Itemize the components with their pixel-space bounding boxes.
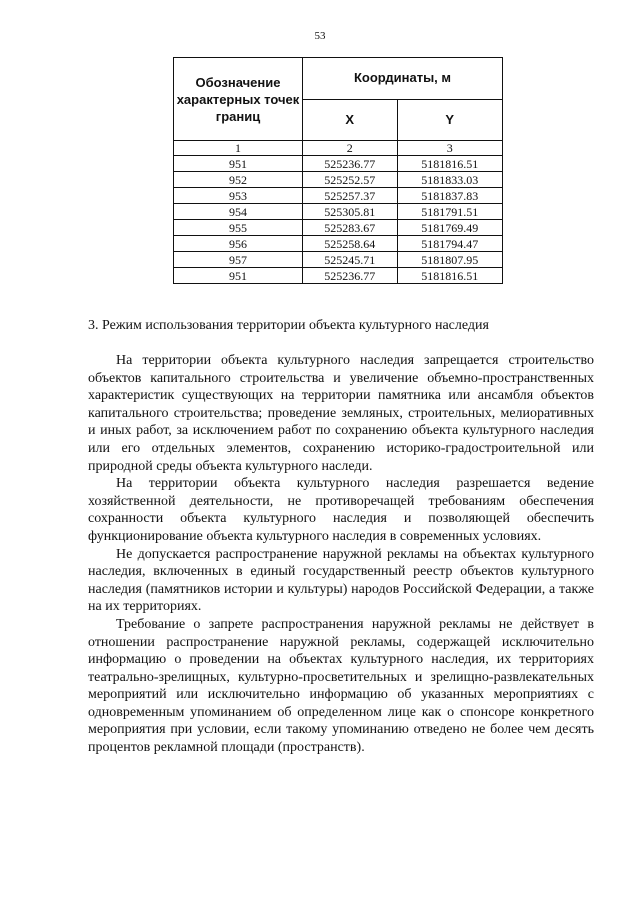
table-row [174, 156, 503, 172]
coord-x: 525236.77 [303, 268, 398, 284]
point-id: 951 [174, 156, 303, 172]
point-id: 952 [174, 172, 303, 188]
coord-y: 5181837.83 [397, 188, 502, 204]
coord-x: 525245.71 [303, 252, 398, 268]
point-id: 951 [174, 268, 303, 284]
paragraph: Требование о запрете распространения наружной рекламы не действует в отношении распространение наружной рекламы, содержащей исключительно информацию о проведении на объектах культурного наследия, их территориях театрально-зрелищных, культурно-просветительных и зрелищно-развлекательных мероприятий или исключительно информацию об указанных мероприятиях с одновременным упоминанием об определенном лице как о спонсоре конкретного мероприятия при условии, если такому упоминанию отведено не более чем десять процентов рекламной площади (пространств). [88, 616, 594, 756]
page-number: 53 [314, 30, 326, 42]
header-coordinates: Координаты, м [303, 58, 503, 100]
point-id: 953 [174, 188, 303, 204]
coord-y: 5181791.51 [397, 204, 502, 220]
coord-y: 5181794.47 [397, 236, 502, 252]
coord-x: 525305.81 [303, 204, 398, 220]
coord-y: 5181769.49 [397, 220, 502, 236]
section-title: 3. Режим использования территории объекта культурного наследия [88, 318, 489, 333]
column-index-row [174, 141, 503, 156]
column-index: 1 [174, 141, 303, 156]
coord-y: 5181816.51 [397, 156, 502, 172]
table-row [174, 268, 503, 284]
header-x: X [303, 99, 398, 141]
table-row [174, 188, 503, 204]
point-id: 955 [174, 220, 303, 236]
body-text [88, 352, 594, 757]
coord-x: 525236.77 [303, 156, 398, 172]
coord-x: 525283.67 [303, 220, 398, 236]
table-row [174, 236, 503, 252]
coord-x: 525258.64 [303, 236, 398, 252]
paragraph: На территории объекта культурного наследия запрещается строительство объектов капитального строительства и увеличение объемно-пространственных характеристик существующих на территории памятника или ансамбля объектов капитального строительства; проведение земляных, строительных, мелиоративных и иных работ, за исключением работ по сохранению объекта культурного наследия или его отдельных элементов, сохранению историко-градостроительной или природной среды объекта культурного наследи. [88, 353, 594, 474]
header-y: Y [397, 99, 502, 141]
coord-y: 5181807.95 [397, 252, 502, 268]
point-id: 957 [174, 252, 303, 268]
table-row [174, 220, 503, 236]
header-boundary-points: Обозначение характерных точек границ [174, 58, 303, 141]
paragraph: На территории объекта культурного наследия разрешается ведение хозяйственной деятельности, не противоречащей требованиям обеспечения сохранности объекта культурного наследия и позволяющей обеспечить функционирование объекта культурного наследия в современных условиях. [88, 476, 594, 544]
coord-y: 5181816.51 [397, 268, 502, 284]
table-row [174, 204, 503, 220]
column-index: 2 [303, 141, 398, 156]
coord-x: 525252.57 [303, 172, 398, 188]
table-row [174, 252, 503, 268]
point-id: 954 [174, 204, 303, 220]
point-id: 956 [174, 236, 303, 252]
table-row [174, 172, 503, 188]
paragraph: Не допускается распространение наружной рекламы на объектах культурного наследия, включенных в единый государственный реестр объектов культурного наследия (памятников истории и культуры) народов Российской Федерации, а также на их территориях. [88, 546, 594, 615]
coord-y: 5181833.03 [397, 172, 502, 188]
column-index: 3 [397, 141, 502, 156]
coord-x: 525257.37 [303, 188, 398, 204]
coordinates-table [173, 57, 503, 284]
